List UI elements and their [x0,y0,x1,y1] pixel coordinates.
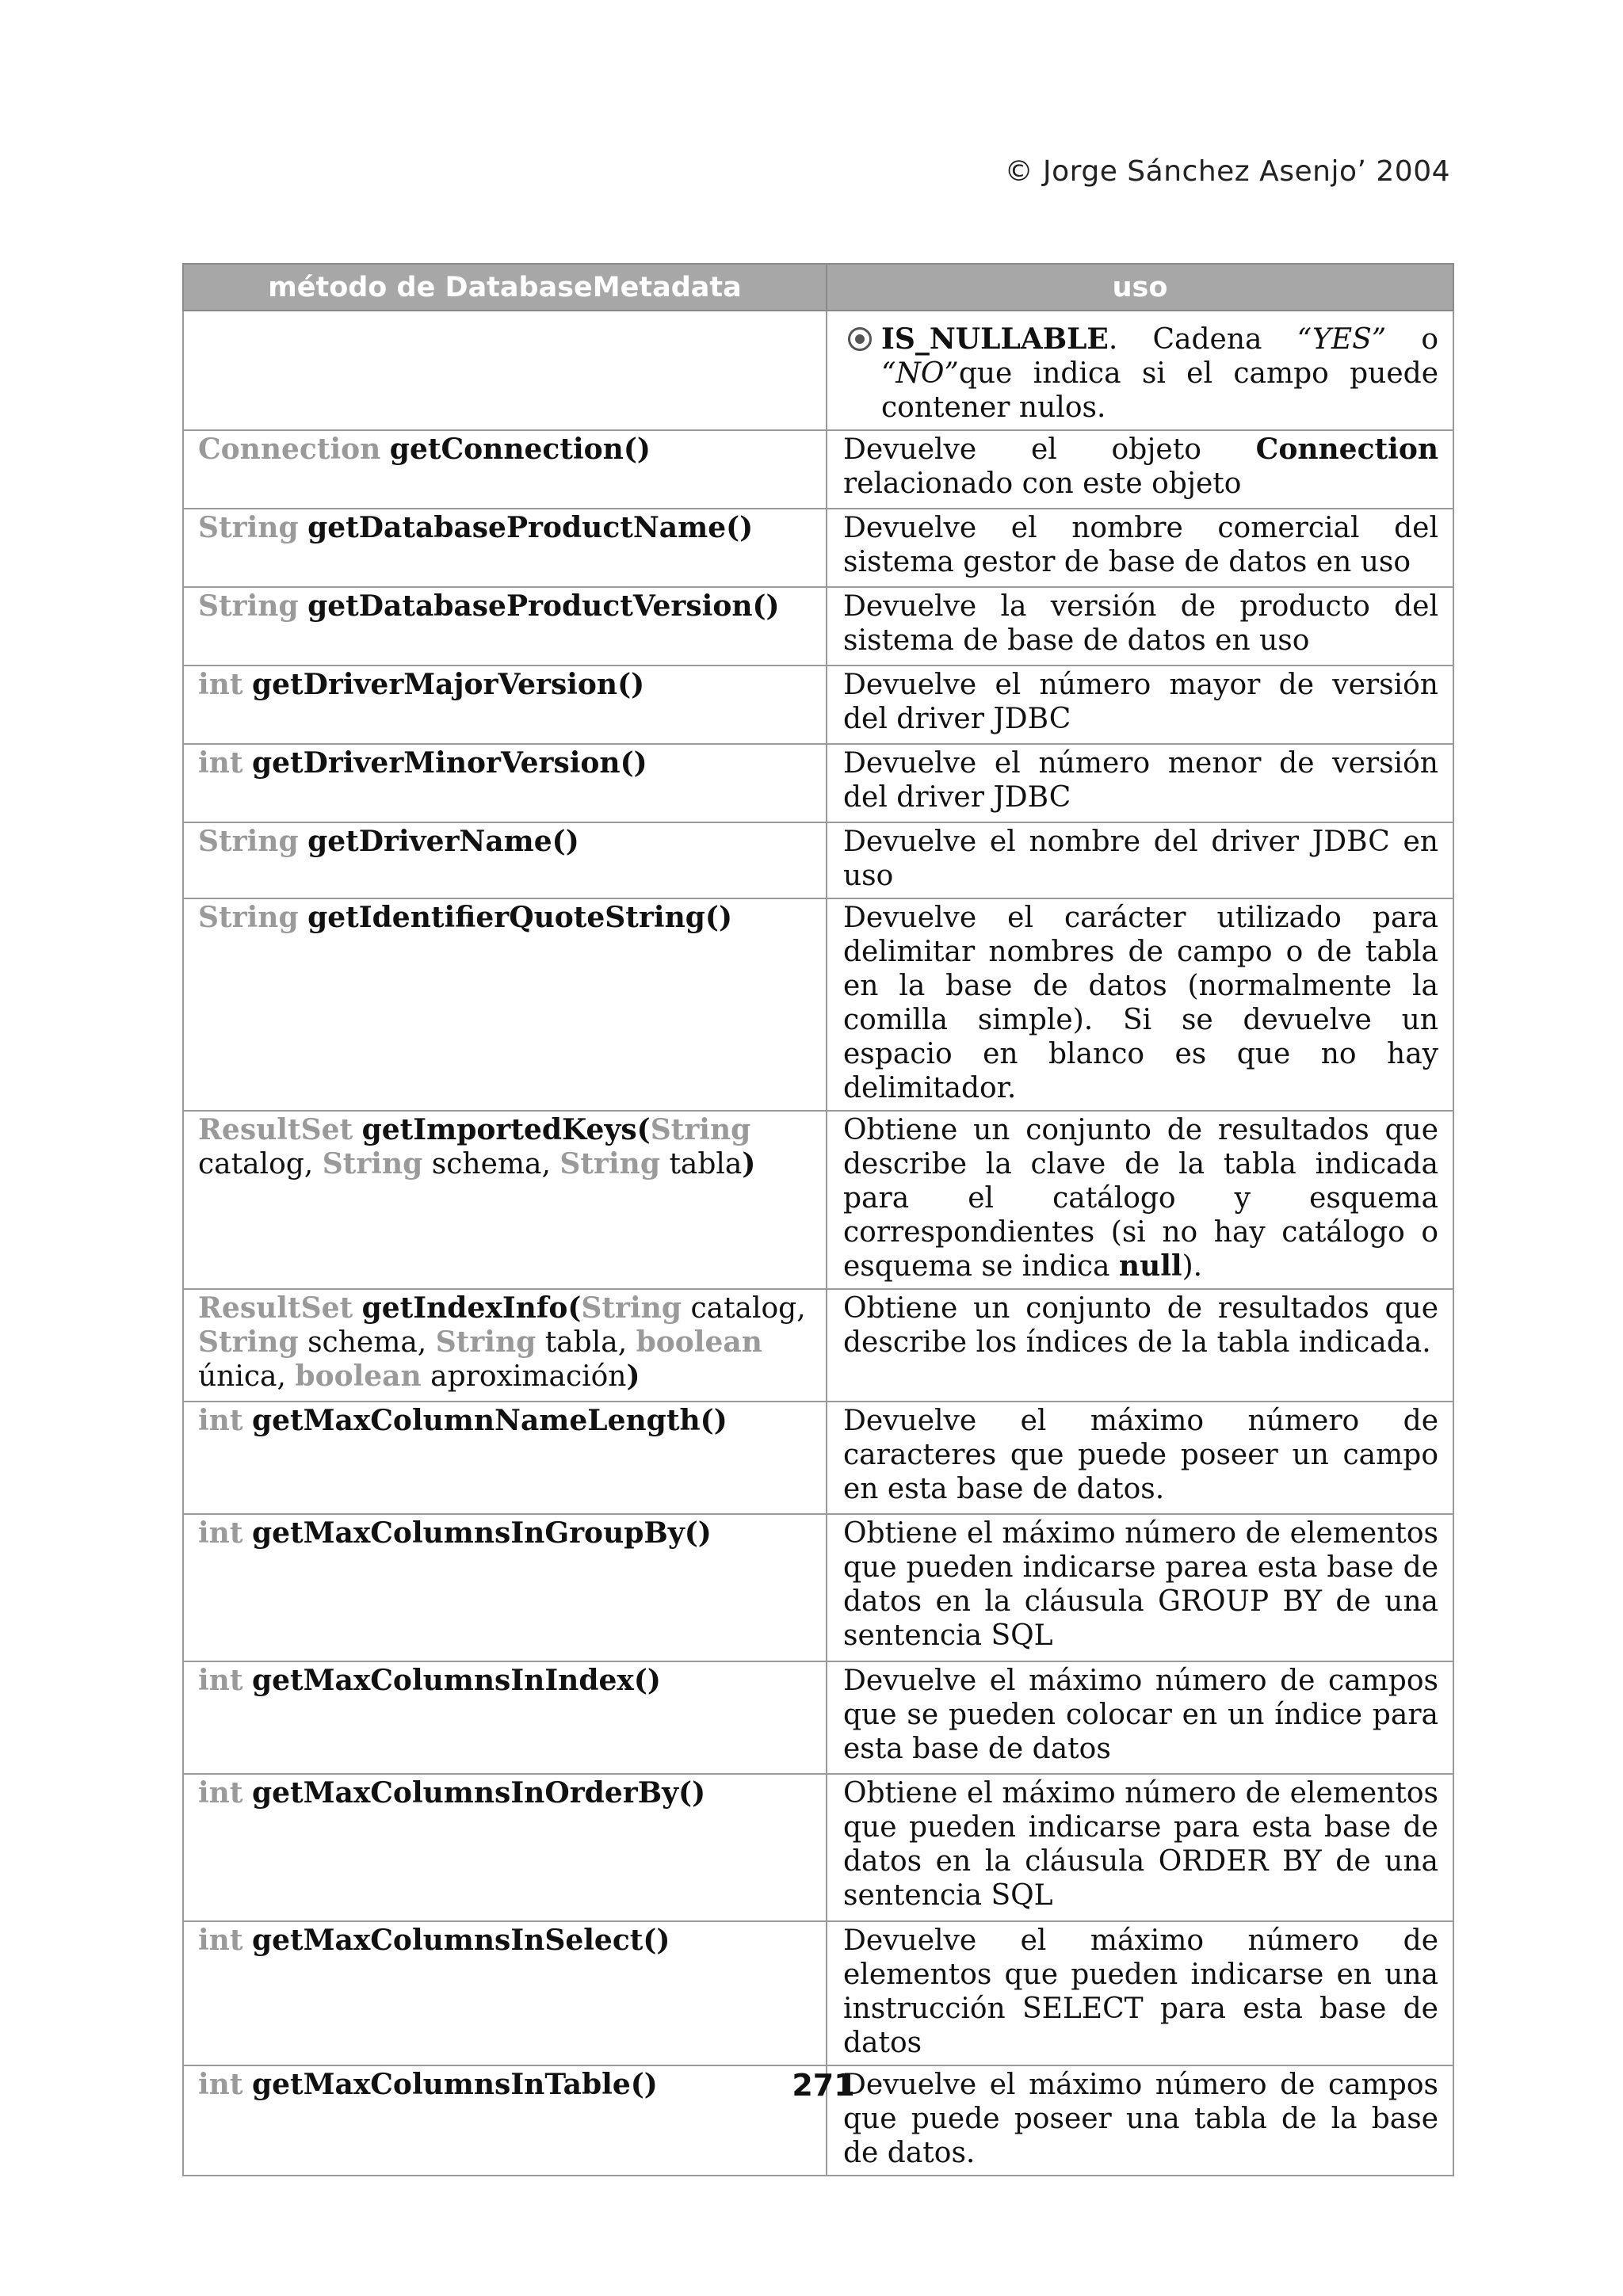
method-cell [183,430,827,509]
uso-cell: Obtiene un conjunto de resultados que describe los índices de la tabla indicada. [827,1289,1453,1402]
table-row [183,1921,1453,2065]
table-row [183,311,1453,430]
table-row [183,509,1453,587]
method-name: getMaxColumnsInTable() [251,2068,658,2101]
method-cell [183,898,827,1111]
bullet-item: IS_NULLABLE. Cadena “YES” o “NO”que indica si el campo puede contener nulos. [843,313,1438,425]
radio-bullet-icon [848,327,872,351]
method-name: getDatabaseProductVersion() [307,589,780,623]
method-cell [183,1661,827,1774]
uso-cell: Devuelve el máximo número de caracteres que puede poseer un campo en esta base de datos. [827,1402,1453,1514]
uso-cell: Devuelve el objeto Connection relacionado con este objeto [827,430,1453,509]
return-type: String [198,901,299,934]
method-cell [183,1402,827,1514]
table-row [183,666,1453,744]
copyright-header: © Jorge Sánchez Asenjo’ 2004 [1004,155,1450,188]
method-cell [183,509,827,587]
table-row [183,898,1453,1111]
method-cell [183,744,827,822]
uso-cell: Devuelve el nombre del driver JDBC en uso [827,822,1453,898]
method-name: getMaxColumnsInOrderBy() [251,1776,706,1810]
field-name: IS_NULLABLE [881,322,1109,356]
return-type: int [198,1664,243,1697]
method-name: getDriverMinorVersion() [251,746,647,780]
return-type: int [198,668,243,701]
uso-cell: Devuelve el máximo número de campos que puede poseer una tabla de la base de datos. [827,2065,1453,2176]
method-cell [183,666,827,744]
uso-cell: Devuelve la versión de producto del sistema de base de datos en uso [827,587,1453,666]
uso-cell: Obtiene un conjunto de resultados que describe la clave de la tabla indicada para el catálogo y esquema correspondientes (si no hay catálogo o esquema se indica null). [827,1111,1453,1289]
return-type: int [198,1404,243,1437]
method-cell [183,587,827,666]
method-name: getMaxColumnsInSelect() [251,1924,670,1957]
return-type: int [198,1776,243,1810]
table-row [183,1111,1453,1289]
table-row [183,822,1453,898]
return-type: int [198,1516,243,1550]
method-cell-empty [183,311,827,430]
uso-cell [827,311,1453,430]
method-name: getConnection() [389,433,651,466]
uso-cell: Devuelve el máximo número de elementos que pueden indicarse en una instrucción SELECT para esta base de datos [827,1921,1453,2065]
uso-cell: Devuelve el nombre comercial del sistema gestor de base de datos en uso [827,509,1453,587]
return-type: String [198,825,299,858]
uso-cell: Obtiene el máximo número de elementos que pueden indicarse parea esta base de datos en la cláusula GROUP BY de una sentencia SQL [827,1514,1453,1661]
uso-cell: Devuelve el número mayor de versión del driver JDBC [827,666,1453,744]
method-name: getMaxColumnsInIndex() [251,1664,661,1697]
database-metadata-table [182,263,1454,2176]
method-name: getMaxColumnsInGroupBy() [251,1516,712,1550]
table-row [183,744,1453,822]
method-name: getDriverMajorVersion() [251,668,645,701]
method-cell [183,1921,827,2065]
return-type: int [198,746,243,780]
return-type: ResultSet [198,1113,353,1146]
method-name: getIndexInfo( [361,1291,582,1325]
table-row [183,1661,1453,1774]
return-type: Connection [198,433,381,466]
uso-cell: Devuelve el máximo número de campos que se pueden colocar en un índice para esta base de datos [827,1661,1453,1774]
return-type: String [198,511,299,544]
method-cell [183,1514,827,1661]
uso-cell: Devuelve el número menor de versión del driver JDBC [827,744,1453,822]
column-header-uso: uso [827,264,1453,311]
table-row [183,1774,1453,1921]
uso-cell: Devuelve el carácter utilizado para delimitar nombres de campo o de tabla en la base de datos (normalmente la comilla simple). Si se devuelve un espacio en blanco es que no hay delimitador. [827,898,1453,1111]
method-cell: ResultSet getImportedKeys(String catalog, String schema, String tabla) [183,1111,827,1289]
table-row [183,1289,1453,1402]
table-row [183,587,1453,666]
method-name: getDriverName() [307,825,579,858]
table-row [183,430,1453,509]
method-name: getImportedKeys( [361,1113,651,1146]
return-type: String [198,589,299,623]
table-row [183,1402,1453,1514]
page-number: 271 [792,2068,855,2103]
method-name: getDatabaseProductName() [307,511,754,544]
uso-cell: Obtiene el máximo número de elementos que pueden indicarse para esta base de datos en la cláusula ORDER BY de una sentencia SQL [827,1774,1453,1921]
method-cell: ResultSet getIndexInfo(String catalog, String schema, String tabla, boolean única, boolean aproximación) [183,1289,827,1402]
table-row [183,1514,1453,1661]
return-type: ResultSet [198,1291,353,1325]
method-name: getMaxColumnNameLength() [251,1404,727,1437]
method-cell [183,1774,827,1921]
method-name: getIdentifierQuoteString() [307,901,732,934]
method-cell [183,822,827,898]
return-type: int [198,2068,243,2101]
column-header-method: método de DatabaseMetadata [183,264,827,311]
table-header-row [183,264,1453,311]
return-type: int [198,1924,243,1957]
